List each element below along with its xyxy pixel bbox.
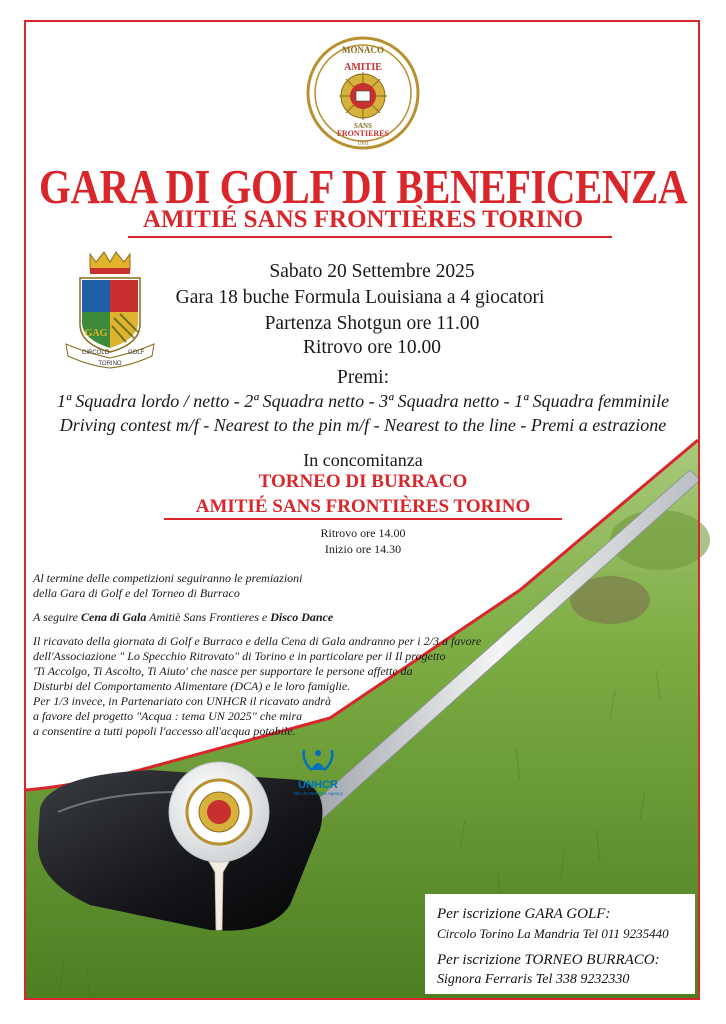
awards-note-line-1: Al termine delle competizioni seguiranno le premiazioni [33,571,303,585]
prizes-line-1: 1ª Squadra lordo / netto - 2ª Squadra netto - 3ª Squadra netto - 1ª Squadra femminile [56,391,670,411]
golf-registration-detail: Circolo Torino La Mandria Tel 011 9235440 [437,926,669,941]
title-divider [128,236,612,238]
burraco-meeting: Ritrovo ore 14.00 [320,526,406,540]
proceeds-note [33,634,513,739]
logo-top-text: MONACO [342,45,384,55]
prizes-line-2: Driving contest m/f - Nearest to the pin m/f - Nearest to the line - Premi a estrazione [59,415,667,435]
registration-box [425,894,695,994]
unhcr-emblem-icon [298,744,338,774]
amitie-logo [306,36,420,150]
gala-note [33,610,433,625]
burraco-divider [164,518,562,520]
proceeds-line-1: Il ricavato della giornata di Golf e Burraco e della Cena di Gala andranno per i 2/3 a favore [33,634,482,648]
awards-note-line-2: della Gara di Golf e del Torneo di Burraco [33,586,240,600]
golf-registration-label: Per iscrizione GARA GOLF: [437,906,611,922]
burraco-start: Inizio ore 14.30 [324,542,402,556]
proceeds-line-5: Per 1/3 invece, in Partenariato con UNHCR il ricavato andrà [33,694,331,708]
event-meeting: Ritrovo ore 10.00 [302,337,442,358]
gala-middle: Amitiè Sans Frontieres e [146,610,271,624]
prizes-heading: Premi: [337,367,389,388]
unhcr-logo [290,744,346,800]
crest-ribbon-right: GOLF [128,350,145,356]
burraco-registration-detail: Signora Ferraris Tel 338 9232330 [437,972,630,987]
crest-letters: GAG [84,328,108,339]
crest-ribbon-left: CIRCOLO [82,350,110,356]
proceeds-line-6: a favore del progetto "Acqua : tema UN 2025" che mira [33,709,303,723]
logo-middle-text: AMITIE [344,62,382,73]
gala-dinner: Cena di Gala [81,610,147,624]
concurrent-intro: In concomitanza [303,450,423,470]
main-title: GARA DI GOLF DI BENEFICENZA [39,159,687,214]
proceeds-line-3: 'Ti Accolgo, Ti Ascolto, Ti Aiuto' che nasce per supportare le persone affette da [33,664,413,678]
proceeds-line-2: dell'Associazione " Lo Specchio Ritrovato" di Torino e in particolare per il Il progetto [33,649,446,663]
burraco-title: TORNEO DI BURRACO [258,471,468,492]
burraco-subtitle: AMITIÉ SANS FRONTIÈRES TORINO [195,496,531,517]
proceeds-line-7: a consentire a tutti popoli l'accesso all'acqua potabile. [33,724,296,738]
unhcr-name: UNHCR [298,779,338,791]
event-date: Sabato 20 Settembre 2025 [269,261,475,282]
logo-year: 1991 [357,141,369,147]
unhcr-tagline: The UN Refugee Agency [293,791,343,796]
burraco-registration-label: Per iscrizione TORNEO BURRACO: [437,952,660,968]
logo-bottom-text-1: SANS [354,122,372,130]
event-start: Partenza Shotgun ore 11.00 [264,313,480,334]
event-format: Gara 18 buche Formula Louisiana a 4 giocatori [175,287,545,308]
crest-ribbon-bottom: TORINO [98,361,122,367]
disco-dance: Disco Dance [270,610,334,624]
main-subtitle: AMITIÉ SANS FRONTIÈRES TORINO [142,206,584,233]
awards-note [33,571,433,601]
proceeds-line-4: Disturbi del Comportamento Alimentare (DCA) e le loro famiglie. [33,679,351,693]
gala-prefix: A seguire [33,610,81,624]
logo-bottom-text-2: FRONTIERES [336,129,390,138]
